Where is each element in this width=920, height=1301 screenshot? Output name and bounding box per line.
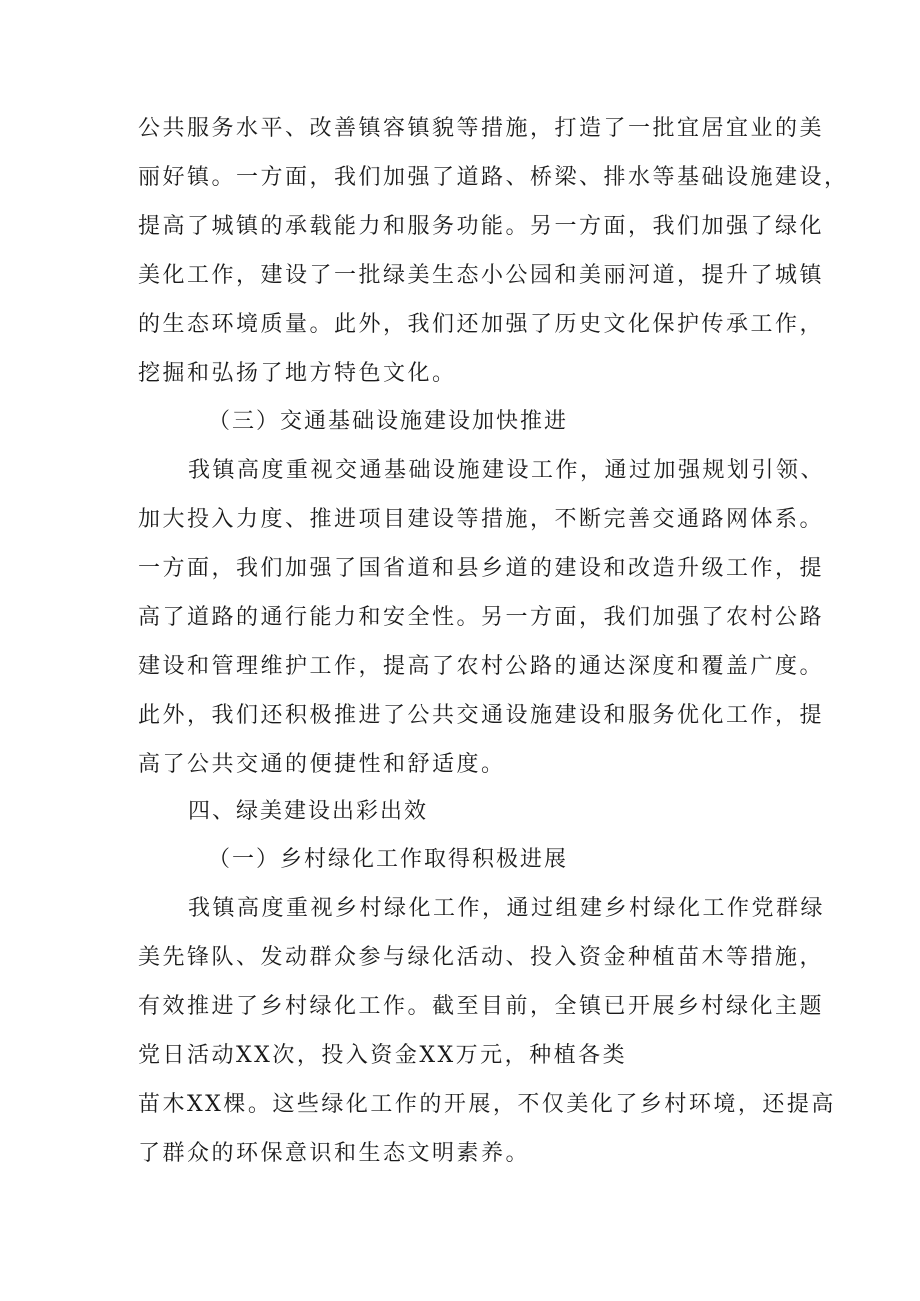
body-text-line: 高了公共交通的便捷性和舒适度。 — [138, 752, 506, 777]
body-text-line: 建设和管理维护工作，提高了农村公路的通达深度和覆盖广度。 — [138, 654, 825, 679]
body-text-line: 美化工作，建设了一批绿美生态小公园和美丽河道，提升了城镇 — [138, 263, 825, 288]
body-text-line: 高了道路的通行能力和安全性。另一方面，我们加强了农村公路 — [138, 605, 825, 630]
body-text-line: 加大投入力度、推进项目建设等措施，不断完善交通路网体系。 — [138, 507, 825, 532]
body-text-line: 有效推进了乡村绿化工作。截至目前，全镇已开展乡村绿化主题 — [138, 994, 825, 1019]
section-heading: （三）交通基础设施建设加快推进 — [208, 409, 569, 434]
body-text-line: 公共服务水平、改善镇容镇貌等措施，打造了一批宜居宜业的美 — [138, 116, 825, 141]
body-text-line: 丽好镇。一方面，我们加强了道路、桥梁、排水等基础设施建设， — [138, 165, 849, 190]
body-text-line: 我镇高度重视交通基础设施建设工作，通过加强规划引领、 — [188, 458, 826, 483]
body-text-line: 我镇高度重视乡村绿化工作，通过组建乡村绿化工作党群绿 — [188, 896, 826, 921]
body-text-line: 了群众的环保意识和生态文明素养。 — [138, 1141, 531, 1166]
body-text-line: 美先锋队、发动群众参与绿化活动、投入资金种植苗木等措施， — [138, 945, 825, 970]
body-text-line: 的生态环境质量。此外，我们还加强了历史文化保护传承工作， — [138, 312, 825, 337]
body-text-line: 苗木XX棵。这些绿化工作的开展，不仅美化了乡村环境，还提高 — [138, 1092, 836, 1117]
body-text-line: 党日活动XX次，投入资金XX万元，种植各类 — [138, 1043, 628, 1068]
body-text-line: 提高了城镇的承载能力和服务功能。另一方面，我们加强了绿化 — [138, 214, 825, 239]
chapter-heading: 四、绿美建设出彩出效 — [188, 799, 429, 824]
body-text-line: 此外，我们还积极推进了公共交通设施建设和服务优化工作，提 — [138, 703, 825, 728]
body-text-line: 一方面，我们加强了国省道和县乡道的建设和改造升级工作，提 — [138, 556, 825, 581]
body-text-line: 挖掘和弘扬了地方特色文化。 — [138, 361, 457, 386]
section-heading: （一）乡村绿化工作取得积极进展 — [208, 847, 569, 872]
